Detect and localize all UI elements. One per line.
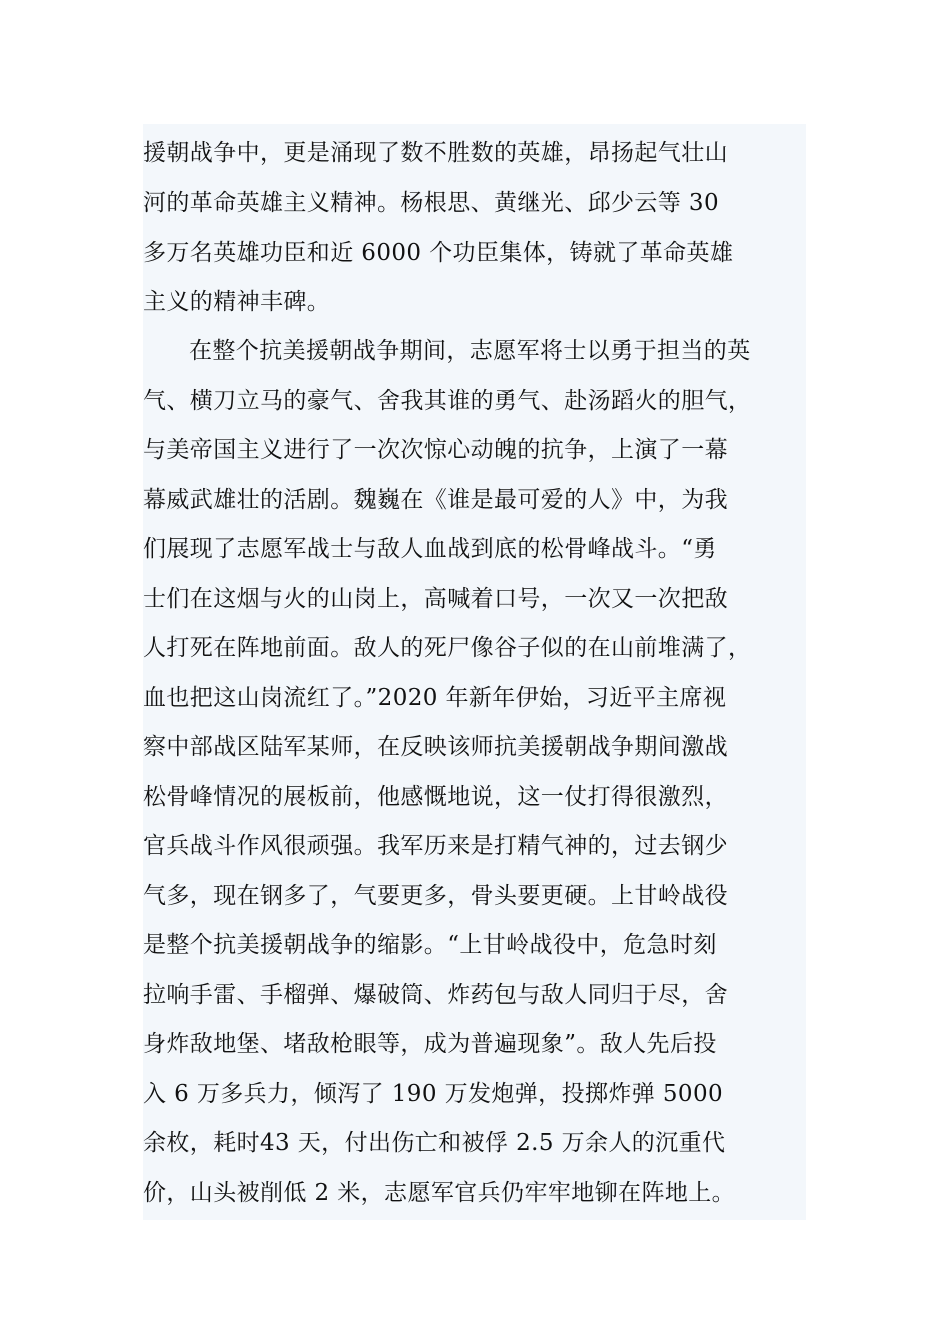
text-line: 是整个抗美援朝战争的缩影。“上甘岭战役中，危急时刻 <box>143 932 717 958</box>
text-line: 幕威武雄壮的活剧。魏巍在《谁是最可爱的人》中，为我 <box>143 487 728 513</box>
text-line: 拉响手雷、手榴弹、爆破筒、炸药包与敌人同归于尽，舍 <box>143 982 728 1008</box>
text-line: 察中部战区陆军某师，在反映该师抗美援朝战争期间激战 <box>143 734 728 760</box>
paragraph-first-line: 在整个抗美援朝战争期间，志愿军将士以勇于担当的英 <box>189 338 751 364</box>
text-line: 官兵战斗作风很顽强。我军历来是打精气神的，过去钢少 <box>143 833 728 859</box>
text-line: 价，山头被削低 2 米，志愿军官兵仍牢牢地铆在阵地上。 <box>143 1180 736 1206</box>
text-line: 主义的精神丰碑。 <box>143 289 331 315</box>
text-line: 人打死在阵地前面。敌人的死尸像谷子似的在山前堆满了， <box>143 635 752 661</box>
text-line: 余枚，耗时43 天，付出伤亡和被俘 2.5 万余人的沉重代 <box>143 1130 726 1156</box>
text-line: 血也把这山岗流红了。”2020 年新年伊始，习近平主席视 <box>143 685 727 711</box>
text-line: 多万名英雄功臣和近 6000 个功臣集体，铸就了革命英雄 <box>143 240 734 266</box>
text-line: 河的革命英雄主义精神。杨根思、黄继光、邱少云等 30 <box>143 190 719 216</box>
text-line: 与美帝国主义进行了一次次惊心动魄的抗争，上演了一幕 <box>143 437 728 463</box>
document-text-block <box>143 124 806 1220</box>
text-line: 们展现了志愿军战士与敌人血战到底的松骨峰战斗。“勇 <box>143 536 717 562</box>
text-line: 松骨峰情况的展板前，他感慨地说，这一仗打得很激烈， <box>143 784 728 810</box>
text-line: 气、横刀立马的豪气、舍我其谁的勇气、赴汤蹈火的胆气， <box>143 388 752 414</box>
text-line: 士们在这烟与火的山岗上，高喊着口号，一次又一次把敌 <box>143 586 728 612</box>
text-line: 援朝战争中，更是涌现了数不胜数的英雄，昂扬起气壮山 <box>143 140 728 166</box>
text-line: 身炸敌地堡、堵敌枪眼等，成为普遍现象”。敌人先后投 <box>143 1031 717 1057</box>
text-line: 气多，现在钢多了，气要更多，骨头要更硬。上甘岭战役 <box>143 883 728 909</box>
text-line: 入 6 万多兵力，倾泻了 190 万发炮弹，投掷炸弹 5000 <box>143 1081 724 1107</box>
